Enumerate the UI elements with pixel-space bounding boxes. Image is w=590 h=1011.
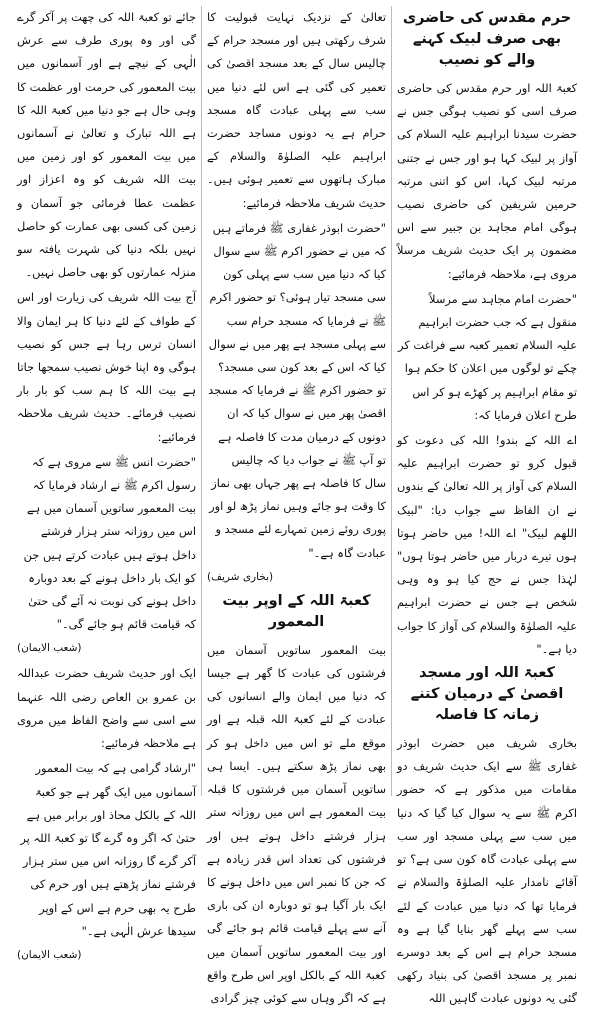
section-heading: کعبۃ اللہ کے اوپر بیت المعمور <box>222 592 371 630</box>
source-citation: (شعب الایمان) <box>17 642 82 655</box>
body-paragraph: آج بیت اللہ شریف کی زیارت اور اس کے طواف کے لئے دنیا کا ہر ایمان والا انسان ترس رہا ہے جس کو نصیب ہوگی وہ اپنا خوش نصیب سمجھا جاتا ہے بیت اللہ کا ہم سب کو بار بار نصیب فرمائے۔ حدیث شریف ملاحظہ فرمائیے: <box>17 290 196 444</box>
body-paragraph: ایک اور حدیث شریف حضرت عبداللہ بن عمرو بن العاص رضی اللہ عنہما سے اسی سے واضح الفاظ میں مروی ہے ملاحظہ فرمائیے: <box>17 666 196 751</box>
body-paragraph: اے اللہ کے بندو! اللہ کی دعوت کو قبول کرو تو حضرت ابراہیم علیہ السلام کی آواز پر اللہ تعالیٰ کے بندوں نے ان الفاظ سے جواب دیا: "لبیک اللھم لبیک" اے اللہ! میں حاضر ہوتا ہوں تیرے دربار میں حاضر ہوتا ہوں" لہٰذا جس نے حج کیا ہو وہ وہی شخص ہے جس نے حضرت ابراہیم علیہ الصلوٰۃ والسلام کی آواز کا جواب دیا ہے۔" <box>397 433 577 656</box>
section-heading: کعبۃ اللہ اور مسجد اقصیٰ کے درمیان کتنے زمانہ کا فاصلہ <box>410 665 564 724</box>
column-left <box>12 6 202 961</box>
body-paragraph: بیت المعمور ساتویں آسمان میں فرشتوں کی عبادت کا گھر ہے جیسا کہ دنیا میں ایمان والے انسانوں کی عبادت کے لئے کعبۃ اللہ قبلہ ہے اور موقع ملے تو اس میں داخل ہو کر بھی نماز پڑھ سکتے ہیں۔ ایسا ہی ساتویں آسمان میں فرشتوں کا قبلہ بیت المعمور ہے اس میں روزانہ ستر ہزار فرشتے داخل ہوتے ہیں اور فرشتوں کی تعداد اس قدر زیادہ ہے کہ جن کا نمبر اس میں داخل ہونے کا ایک بار آگیا ہو تو دوبارہ ان کی باری آنے سے پہلے قیامت قائم ہو جائے گی اور بیت المعمور ساتویں آسمان میں کعبۃ اللہ کے بالکل اوپر اس طرح واقع ہے کہ اگر وہاں سے کوئی چیز گرادی <box>207 642 386 1005</box>
hadith-quote: "حضرت امام مجاہد سے مرسلاً منقول ہے کہ جب حضرت ابراہیم علیہ السلام تعمیر کعبہ سے فراغت کر چکے تو لوگوں میں اعلان کا حکم ہوا تو مقام ابراہیم پر کھڑے ہو کر اس طرح اعلان فرمایا کہ: <box>397 291 577 422</box>
column-right <box>392 6 582 1006</box>
source-citation: (بخاری شریف) <box>207 570 274 583</box>
source-citation: (شعب الایمان) <box>17 948 82 961</box>
hadith-quote: "حضرت انس ﷺ سے مروی ہے کہ رسول اکرم ﷺ نے ارشاد فرمایا کہ بیت المعمور ساتویں آسمان میں ہے اس میں روزانہ ستر ہزار فرشتے داخل ہوتے ہیں عبادت کرتے ہیں جن کو ایک بار داخل ہونے کے بعد دوبارہ داخل ہونے کی نوبت نہ آئے گی حتیٰ کہ قیامت قائم ہو جائے گی۔" <box>23 454 196 632</box>
hadith-quote: "حضرت ابوذر غفاری ﷺ فرماتے ہیں کہ میں نے حضور اکرم ﷺ سے سوال کیا کہ دنیا میں سب سے پہلی کون سی مسجد تیار ہوئی؟ تو حضور اکرم ﷺ نے فرمایا کہ مسجد حرام سب سے پہلی مسجد ہے پھر میں نے سوال کیا کہ اس کے بعد کون سی مسجد؟ تو حضور اکرم ﷺ نے فرمایا کہ مسجد اقصیٰ پھر میں نے سوال کیا کہ ان دونوں کے درمیان مدت کا فاصلہ ہے تو آپ ﷺ نے جواب دیا کہ چالیس سال کا فاصلہ ہے پھر جہاں بھی نماز کا وقت ہو جائے وہیں نماز پڑھ لو اور پوری روئے زمین تمہارے لئے مسجد و عبادت گاہ ہے۔" <box>208 220 386 560</box>
body-paragraph: بخاری شریف میں حضرت ابوذر غفاری ﷺ سے ایک حدیث شریف دو مقامات میں مذکور ہے کہ حضور اکرم ﷺ سے یہ سوال کیا گیا کہ دنیا میں سب سے پہلی مسجد اور سب سے پہلی عبادت گاہ کون سی ہے؟ تو آقائے نامدار علیہ الصلوٰۃ والسلام نے فرمایا تھا کہ دنیا میں عبادت کے لئے سب سے پہلے گھر بنایا گیا ہے وہ مسجد حرام ہے اس کے بعد دوسرے نمبر پر مسجد اقصیٰ کی بنیاد رکھی گئی یہ دونوں عبادت گاہیں اللہ <box>397 736 577 1006</box>
section-heading: حرم مقدس کی حاضری بھی صرف لبیک کہنے والے کو نصیب <box>402 10 572 68</box>
body-paragraph: کعبۃ اللہ اور حرم مقدس کی حاضری صرف اسی کو نصیب ہوگی جس نے حضرت سیدنا ابراہیم علیہ السلام کی آواز پر لبیک کہا ہو اور جس نے جتنی مرتبہ لبیک کہا، اس کو اتنی مرتبہ حرمین شریفین کی حاضری نصیب ہوگی امام مجاہد بن جبیر سے اس مضمون پر ایک حدیث شریف مرسلاً مروی ہے، ملاحظہ فرمائیے: <box>397 81 577 281</box>
hadith-quote: "ارشاد گرامی ہے کہ بیت المعمور آسمانوں میں ایک گھر ہے جو کعبۃ اللہ کے بالکل محاذ اور برابر میں ہے حتیٰ کہ اگر وہ گرے گا تو کعبۃ اللہ پر آکر گرے گا روزانہ اس میں ستر ہزار فرشتے نماز پڑھتے ہیں اور حرم کی طرح یہ بھی حرم ہے اس کے اوپر سیدھا عرش الٰہی ہے۔" <box>20 761 196 938</box>
body-paragraph: تعالیٰ کے نزدیک نہایت قبولیت کا شرف رکھتی ہیں اور مسجد حرام کے چالیس سال کے بعد مسجد اقصیٰ کی تعمیر کی گئی ہے اس لئے دنیا میں سب سے پہلی عبادت گاہ مسجد حرام ہے یہ دونوں مساجد حضرت ابراہیم علیہ الصلوٰۃ والسلام کے مبارک ہاتھوں سے تعمیر ہوئی ہیں۔ حدیث شریف ملاحظہ فرمائیے: <box>207 10 386 210</box>
column-middle <box>202 6 392 1005</box>
body-paragraph: جائے تو کعبۃ اللہ کی چھت پر آکر گرے گی اور وہ پوری طرف سے عرش الٰہی کے نیچے ہے اور آسمانوں میں بیت المعمور کی حرمت اور عظمت کا وہی حال ہے جو دنیا میں کعبۃ اللہ کا ہے اللہ تبارک و تعالیٰ نے آسمانوں میں بیت المعمور کو اور زمین میں بیت اللہ شریف کو وہ اعزاز اور عظمت عطا فرمائی جو آسمان و زمین کی کسی بھی عمارت کو حاصل نہیں بلکہ دنیا کی شہرت یافتہ سو منزلہ عمارتوں کو بھی حاصل نہیں۔ <box>17 10 196 280</box>
